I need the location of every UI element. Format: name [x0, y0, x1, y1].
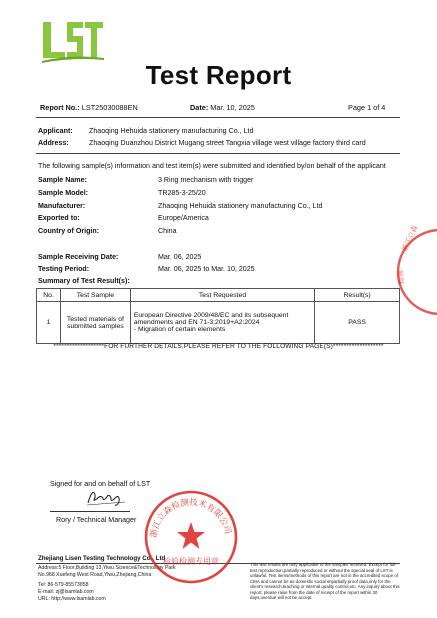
intro-text: The following sample(s) information and test item(s) were submitted and identified by/on behalf of the applicant [38, 162, 386, 170]
sample-name-value: 3 Ring mechanism with trigger [158, 176, 254, 184]
results-table [36, 288, 400, 344]
sample-model-value: TR285-3-25/20 [158, 189, 206, 197]
requested-line-2: - Migration of certain elements [133, 326, 226, 333]
exported-value: Europe/America [158, 214, 209, 222]
report-no-value: LST25030088EN [81, 103, 138, 112]
further-details-note: *******************FOR FURTHER DETAILS,PLEASE REFER TO THE FOLLOWING PAGE(S)******************* [53, 343, 384, 350]
svg-text:检测: 检测 [396, 269, 406, 285]
table-header-row [37, 289, 400, 302]
testing-period-label: Testing Period: [38, 265, 90, 273]
col-header-sample: Test Sample [60, 289, 130, 302]
table-row [37, 302, 400, 344]
requested-line-1: European Directive 2009/48/EC and its subsequent amendments and EN 71-3:2019+A2:2024 [133, 312, 289, 326]
company-url: URL: http://www.lsamlab.com [38, 596, 106, 602]
cell-sample: Tested materials of submitted samples [60, 302, 130, 344]
exported-label: Exported to: [38, 214, 80, 222]
receiving-date-value: Mar. 06, 2025 [158, 253, 202, 261]
origin-value: China [158, 227, 177, 235]
sample-name-label: Sample Name: [38, 176, 87, 184]
official-seal-stamp [142, 488, 240, 586]
applicant-label: Applicant: [38, 127, 73, 135]
date-value: Mar. 10, 2025 [210, 103, 255, 112]
address-line-1: Address:5 Floor,Building 13,Yiwu Science&Technology Park [38, 565, 176, 571]
lst-logo [40, 18, 106, 64]
origin-label: Country of Origin: [38, 227, 100, 235]
signer-title: Rory / Technical Manager [56, 516, 137, 524]
report-no-label: Report No.: [40, 103, 80, 112]
address-line-2: No.968 Xuefeng West Road,Yiwu,Zhejiang,China [38, 572, 152, 578]
page-title: Test Report [145, 60, 292, 90]
svg-text:浙江立森: 浙江立森 [400, 224, 420, 253]
report-date [190, 103, 255, 112]
company-tel: Tel: 86-579-85573858 [38, 582, 89, 588]
address-value: Zhaoqing Duanzhou District Mugang street Tangxia village west village factory third card [89, 139, 366, 147]
divider [36, 117, 400, 118]
page-number: Page 1 of 4 [348, 103, 386, 112]
cell-result: PASS [315, 302, 400, 344]
report-number [40, 103, 138, 112]
col-header-no: No. [37, 289, 61, 302]
date-label: Date: [190, 103, 209, 112]
applicant-value: Zhaoqing Hehuida stationery manufacturing Co., Ltd [89, 127, 254, 135]
svg-text:检验检测专用章: 检验检测专用章 [163, 557, 219, 566]
cell-no: 1 [37, 302, 61, 344]
edge-seal-stamp [392, 222, 437, 322]
signed-for-text: Signed for and on behalf of LST [50, 480, 151, 488]
address-label: Address: [38, 139, 69, 147]
divider [36, 153, 400, 154]
manufacturer-label: Manufacturer: [38, 202, 86, 210]
cell-requested [130, 302, 314, 344]
manufacturer-value: Zhaoqing Hehuida stationery manufacturing Co., Ltd [158, 202, 323, 210]
disclaimer: This test results are only applicable to the samples received. Except for full-text reproduction,partially reproduced or without the special seal of LST is unlawful. Test items/methods of this report are not in the accredited scope of CMA and cannot be as domestic social impartially proof data,only for the client's research,teaching or internal quality control,etc. Any inquiry about this report, please raise from the date of receipt of the report within 30 days,overdue will not be accept. [250, 562, 400, 600]
svg-text:浙江立森检测技术有限公司: 浙江立森检测技术有限公司 [148, 497, 233, 539]
signature-line [50, 511, 130, 512]
company-name: Zhejiang Lisen Testing Technology Co., Ltd [38, 555, 166, 562]
testing-period-value: Mar. 06, 2025 to Mar. 10, 2025 [158, 265, 255, 273]
signature [85, 486, 129, 508]
col-header-requested: Test Requested [130, 289, 314, 302]
summary-label: Summary of Test Result(s): [38, 277, 130, 285]
company-email: E-mail: zj@lsamlab.com [38, 589, 94, 595]
col-header-result: Result(s) [315, 289, 400, 302]
sample-model-label: Sample Model: [38, 189, 89, 197]
receiving-date-label: Sample Receiving Date: [38, 253, 119, 261]
